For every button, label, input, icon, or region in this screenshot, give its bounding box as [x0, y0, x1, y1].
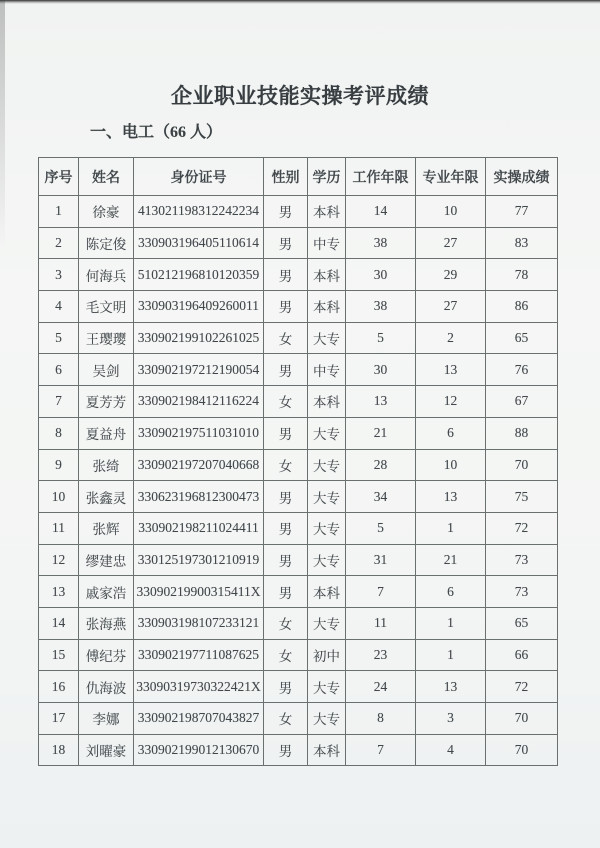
- table-cell: 男: [264, 512, 308, 544]
- table-cell: 男: [264, 734, 308, 766]
- table-cell: 张辉: [79, 512, 134, 544]
- table-cell: 28: [346, 449, 416, 481]
- table-cell: 5: [39, 322, 79, 354]
- table-header-row: [39, 158, 558, 196]
- table-cell: 大专: [308, 322, 346, 354]
- table-cell: 男: [264, 544, 308, 576]
- table-cell: 330902199102261025: [134, 322, 264, 354]
- table-row: [39, 544, 558, 576]
- table-cell: 大专: [308, 481, 346, 513]
- table-cell: 15: [39, 639, 79, 671]
- table-cell: 大专: [308, 417, 346, 449]
- table-cell: 初中: [308, 639, 346, 671]
- table-cell: 413021198312242234: [134, 196, 264, 228]
- table-cell: 30: [346, 259, 416, 291]
- table-cell: 大专: [308, 703, 346, 735]
- table-cell: 27: [416, 291, 486, 323]
- table-cell: 330902198211024411: [134, 512, 264, 544]
- table-cell: 6: [416, 576, 486, 608]
- table-cell: 11: [39, 512, 79, 544]
- scan-left-edge: [0, 0, 5, 250]
- table-cell: 本科: [308, 196, 346, 228]
- table-cell: 女: [264, 703, 308, 735]
- table-cell: 330902197207040668: [134, 449, 264, 481]
- table-cell: 510212196810120359: [134, 259, 264, 291]
- table-cell: 本科: [308, 291, 346, 323]
- table-cell: 男: [264, 417, 308, 449]
- table-cell: 5: [346, 512, 416, 544]
- table-cell: 1: [416, 512, 486, 544]
- table-cell: 70: [486, 703, 558, 735]
- table-cell: 23: [346, 639, 416, 671]
- header-cell: 学历: [308, 158, 346, 196]
- table-cell: 男: [264, 196, 308, 228]
- table-cell: 张绮: [79, 449, 134, 481]
- table-header: [39, 158, 558, 196]
- table-cell: 330902198412116224: [134, 386, 264, 418]
- table-row: [39, 639, 558, 671]
- table-cell: 38: [346, 227, 416, 259]
- table-cell: 女: [264, 449, 308, 481]
- table-cell: 88: [486, 417, 558, 449]
- table-cell: 72: [486, 512, 558, 544]
- table-cell: 65: [486, 607, 558, 639]
- table-cell: 女: [264, 322, 308, 354]
- table-cell: 330902197711087625: [134, 639, 264, 671]
- header-cell: 身份证号: [134, 158, 264, 196]
- table-cell: 8: [346, 703, 416, 735]
- table-cell: 34: [346, 481, 416, 513]
- table-cell: 女: [264, 639, 308, 671]
- table-cell: 13: [39, 576, 79, 608]
- table-cell: 大专: [308, 512, 346, 544]
- table-cell: 7: [346, 576, 416, 608]
- table-cell: 16: [39, 671, 79, 703]
- table-cell: 33090319730322421X: [134, 671, 264, 703]
- table-cell: 11: [346, 607, 416, 639]
- table-cell: 330903196405110614: [134, 227, 264, 259]
- table-cell: 10: [416, 196, 486, 228]
- table-cell: 中专: [308, 227, 346, 259]
- table-cell: 本科: [308, 386, 346, 418]
- table-cell: 女: [264, 386, 308, 418]
- table-cell: 刘曜豪: [79, 734, 134, 766]
- table-cell: 男: [264, 481, 308, 513]
- table-cell: 18: [39, 734, 79, 766]
- table-cell: 13: [416, 481, 486, 513]
- table-cell: 330623196812300473: [134, 481, 264, 513]
- header-cell: 序号: [39, 158, 79, 196]
- table-row: [39, 386, 558, 418]
- table-cell: 70: [486, 734, 558, 766]
- table-cell: 张鑫灵: [79, 481, 134, 513]
- table-cell: 张海燕: [79, 607, 134, 639]
- table-cell: 7: [346, 734, 416, 766]
- table-cell: 7: [39, 386, 79, 418]
- table-cell: 10: [416, 449, 486, 481]
- table-cell: 夏益舟: [79, 417, 134, 449]
- section-heading: 一、电工（66 人）: [90, 124, 223, 141]
- table-row: [39, 417, 558, 449]
- table-row: [39, 671, 558, 703]
- table-cell: 李娜: [79, 703, 134, 735]
- table-cell: 中专: [308, 354, 346, 386]
- table-cell: 大专: [308, 544, 346, 576]
- table-cell: 陈定俊: [79, 227, 134, 259]
- table-row: [39, 512, 558, 544]
- table-cell: 傅纪芬: [79, 639, 134, 671]
- table-cell: 83: [486, 227, 558, 259]
- table-cell: 67: [486, 386, 558, 418]
- header-cell: 专业年限: [416, 158, 486, 196]
- table-cell: 70: [486, 449, 558, 481]
- table-cell: 38: [346, 291, 416, 323]
- table-cell: 女: [264, 607, 308, 639]
- table-row: [39, 481, 558, 513]
- table-cell: 17: [39, 703, 79, 735]
- table-cell: 330903198107233121: [134, 607, 264, 639]
- table-cell: 9: [39, 449, 79, 481]
- scores-table: [38, 157, 558, 766]
- table-cell: 12: [416, 386, 486, 418]
- table-cell: 6: [416, 417, 486, 449]
- table-cell: 66: [486, 639, 558, 671]
- table-cell: 73: [486, 576, 558, 608]
- table-row: [39, 196, 558, 228]
- table-cell: 31: [346, 544, 416, 576]
- table-cell: 65: [486, 322, 558, 354]
- table-cell: 13: [416, 671, 486, 703]
- header-cell: 工作年限: [346, 158, 416, 196]
- scan-top-edge: [0, 0, 600, 4]
- table-cell: 大专: [308, 671, 346, 703]
- table-cell: 72: [486, 671, 558, 703]
- table-row: [39, 291, 558, 323]
- table-row: [39, 322, 558, 354]
- table-cell: 3: [39, 259, 79, 291]
- table-cell: 6: [39, 354, 79, 386]
- table-cell: 4: [39, 291, 79, 323]
- table-row: [39, 259, 558, 291]
- table-cell: 毛文明: [79, 291, 134, 323]
- table-cell: 13: [416, 354, 486, 386]
- table-cell: 77: [486, 196, 558, 228]
- table-cell: 2: [416, 322, 486, 354]
- table-row: [39, 703, 558, 735]
- table-cell: 14: [39, 607, 79, 639]
- table-cell: 330902197212190054: [134, 354, 264, 386]
- table-cell: 本科: [308, 576, 346, 608]
- table-cell: 13: [346, 386, 416, 418]
- table-cell: 本科: [308, 734, 346, 766]
- table-cell: 男: [264, 354, 308, 386]
- table-cell: 76: [486, 354, 558, 386]
- table-cell: 仇海波: [79, 671, 134, 703]
- table-cell: 大专: [308, 607, 346, 639]
- table-cell: 10: [39, 481, 79, 513]
- table-cell: 夏芳芳: [79, 386, 134, 418]
- table-cell: 12: [39, 544, 79, 576]
- table-cell: 21: [346, 417, 416, 449]
- table-cell: 本科: [308, 259, 346, 291]
- table-cell: 1: [39, 196, 79, 228]
- header-cell: 性别: [264, 158, 308, 196]
- table-cell: 330902197511031010: [134, 417, 264, 449]
- table-row: [39, 227, 558, 259]
- table-cell: 27: [416, 227, 486, 259]
- table-cell: 5: [346, 322, 416, 354]
- table-cell: 1: [416, 607, 486, 639]
- table-cell: 73: [486, 544, 558, 576]
- table-cell: 330125197301210919: [134, 544, 264, 576]
- table-row: [39, 354, 558, 386]
- table-body: [39, 196, 558, 766]
- table-cell: 1: [416, 639, 486, 671]
- table-cell: 4: [416, 734, 486, 766]
- table-cell: 29: [416, 259, 486, 291]
- table-cell: 33090219900315411X: [134, 576, 264, 608]
- table-cell: 2: [39, 227, 79, 259]
- table-cell: 缪建忠: [79, 544, 134, 576]
- table-cell: 75: [486, 481, 558, 513]
- table-cell: 330902199012130670: [134, 734, 264, 766]
- table-cell: 戚家浩: [79, 576, 134, 608]
- table-cell: 14: [346, 196, 416, 228]
- table-cell: 78: [486, 259, 558, 291]
- table-cell: 330903196409260011: [134, 291, 264, 323]
- table-row: [39, 576, 558, 608]
- header-cell: 姓名: [79, 158, 134, 196]
- table-cell: 何海兵: [79, 259, 134, 291]
- table-cell: 男: [264, 576, 308, 608]
- table-cell: 吴剑: [79, 354, 134, 386]
- table-cell: 30: [346, 354, 416, 386]
- table-cell: 王璎璎: [79, 322, 134, 354]
- table-cell: 男: [264, 259, 308, 291]
- table-cell: 21: [416, 544, 486, 576]
- table-cell: 男: [264, 291, 308, 323]
- table-cell: 大专: [308, 449, 346, 481]
- table-cell: 男: [264, 671, 308, 703]
- page-title: 企业职业技能实操考评成绩: [171, 84, 429, 108]
- table-cell: 86: [486, 291, 558, 323]
- table-row: [39, 607, 558, 639]
- header-cell: 实操成绩: [486, 158, 558, 196]
- table-cell: 8: [39, 417, 79, 449]
- table-cell: 330902198707043827: [134, 703, 264, 735]
- table-row: [39, 449, 558, 481]
- table-cell: 男: [264, 227, 308, 259]
- table-row: [39, 734, 558, 766]
- table-cell: 徐豪: [79, 196, 134, 228]
- table-cell: 3: [416, 703, 486, 735]
- table-cell: 24: [346, 671, 416, 703]
